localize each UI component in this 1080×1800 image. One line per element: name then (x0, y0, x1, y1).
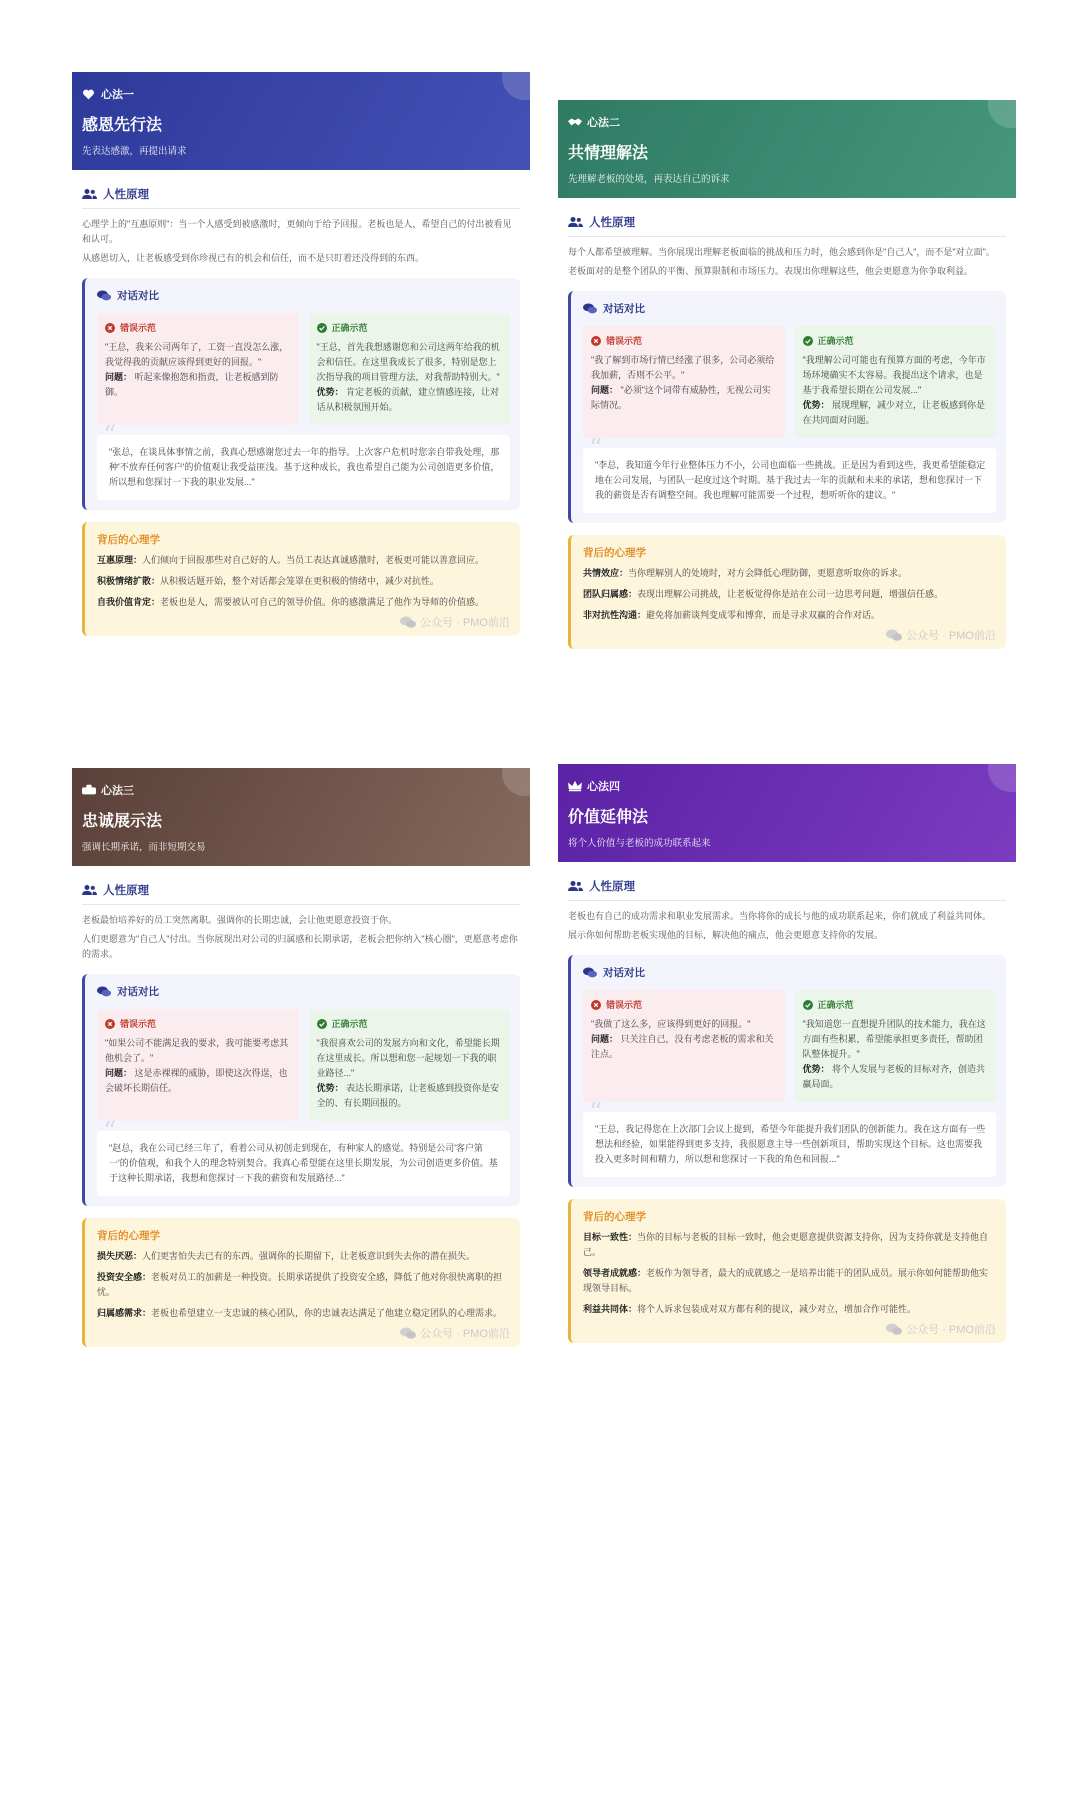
principle-heading: 人性原理 (568, 214, 1006, 237)
wechat-icon (886, 1323, 902, 1335)
psychology-box (568, 1199, 1006, 1343)
example-quote: “ "张总，在谈具体事情之前，我真心想感谢您过去一年的指导。上次客户危机时您亲自带我处理，那种'不放弃任何客户'的价值观让我受益匪浅。基于这种成长，我也希望自己能为公司创造更多价值，所以想和您探讨一下我的职业发展..." (97, 435, 510, 500)
dialog-heading: 对话对比 (97, 288, 510, 303)
card-title: 感恩先行法 (82, 117, 163, 134)
psychology-item: 团队归属感：表现出理解公司挑战，让老板觉得你是站在公司一边思考问题，增强信任感。 (583, 589, 944, 599)
chat-icon (97, 986, 111, 997)
card-title: 共情理解法 (568, 145, 649, 162)
principle-heading: 人性原理 (82, 882, 520, 905)
principle-text: 每个人都希望被理解。当你展现出理解老板面临的挑战和压力时，他会感到你是"自己人"，而不是"对立面"。 (568, 247, 995, 257)
psychology-item: 积极情绪扩散：从积极话题开始，整个对话都会笼罩在更积极的情绪中，减少对抗性。 (97, 576, 440, 586)
psychology-item: 互惠原理：人们倾向于回报那些对自己好的人。当员工表达真诚感激时，老板更可能以善意回应。 (97, 555, 485, 565)
example-quote: “ "李总，我知道今年行业整体压力不小，公司也面临一些挑战。正是因为看到这些，我更希望能稳定地在公司发展，与团队一起度过这个时期。基于我过去一年的贡献和未来的承诺，想和您探讨一下我的薪资是否有调整空间。我也理解可能需要一个过程，想听听你的建议。" (583, 448, 996, 513)
card-subtitle: 先理解老板的处境，再表达自己的诉求 (568, 174, 730, 185)
psychology-item: 自我价值肯定：老板也是人，需要被认可自己的领导价值。你的感激满足了他作为导师的价值感。 (97, 597, 485, 607)
method-card-2 (558, 100, 1016, 649)
psychology-item: 归属感需求：老板也希望建立一支忠诚的核心团队，你的忠诚表达满足了他建立稳定团队的心理需求。 (97, 1308, 503, 1318)
bad-example: 错误示范 "如果公司不能满足我的要求，我可能要考虑其他机会了。" 问题： 这是赤裸裸的威胁，即使这次得逞，也会破坏长期信任。 (97, 1009, 299, 1121)
dialog-heading: 对话对比 (583, 965, 996, 980)
card-tag (568, 114, 1006, 130)
psychology-heading: 背后的心理学 (583, 547, 646, 559)
psychology-item: 利益共同体：将个人诉求包装成对双方都有利的提议，减少对立，增加合作可能性。 (583, 1304, 917, 1314)
principle-text: 心理学上的"互惠原则"：当一个人感受到被感激时，更倾向于给予回报。老板也是人，希望自己的付出被看见和认可。 (82, 219, 512, 244)
principle-heading: 人性原理 (568, 878, 1006, 901)
watermark: 公众号 · PMO前沿 (886, 627, 996, 643)
card-tag (82, 86, 520, 102)
chat-icon (97, 290, 111, 301)
bad-example: 错误示范 "我了解到市场行情已经涨了很多，公司必须给我加薪，否则不公平。" 问题： "必须"这个词带有威胁性，无视公司实际情况。 (583, 326, 785, 438)
users-icon (568, 880, 583, 892)
psychology-heading: 背后的心理学 (583, 1211, 646, 1223)
good-example: 正确示范 "我理解公司可能也有预算方面的考虑，今年市场环境确实不太容易。我提出这个请求，也是基于我希望长期在公司发展..." 优势： 展现理解，减少对立，让老板感到你是在共同面对问题。 (795, 326, 997, 438)
psychology-item: 损失厌恶：人们更害怕失去已有的东西。强调你的长期留下，让老板意识到失去你的潜在损失。 (97, 1251, 476, 1261)
good-example-text: "我理解公司可能也有预算方面的考虑，今年市场环境确实不太容易。我提出这个请求，也是基于我希望长期在公司发展..." 优势： 展现理解，减少对立，让老板感到你是在共同面对问题。 (802, 355, 986, 425)
bad-example-text: "王总，我来公司两年了，工资一直没怎么涨，我觉得我的贡献应该得到更好的回报。" 问题： 听起来像抱怨和指责，让老板感到防御。 (105, 342, 289, 397)
check-circle-icon (803, 1000, 813, 1010)
dialog-heading: 对话对比 (97, 984, 510, 999)
card-header (72, 72, 530, 170)
card-tag-label: 心法一 (101, 89, 134, 101)
card-title: 价值延伸法 (568, 809, 649, 826)
bad-example: 错误示范 "我做了这么多，应该得到更好的回报。" 问题： 只关注自己，没有考虑老板的需求和关注点。 (583, 990, 785, 1102)
wechat-icon (400, 1327, 416, 1339)
watermark: 公众号 · PMO前沿 (886, 1321, 996, 1337)
principle-section (558, 198, 1016, 279)
x-circle-icon (591, 336, 601, 346)
method-card-3 (72, 768, 530, 1347)
psychology-heading: 背后的心理学 (97, 1230, 160, 1242)
psychology-box (82, 522, 520, 636)
card-header (72, 768, 530, 866)
x-circle-icon (105, 1019, 115, 1029)
psychology-box (82, 1218, 520, 1347)
card-tag-label: 心法二 (587, 117, 620, 129)
principle-section (72, 866, 530, 962)
x-circle-icon (105, 323, 115, 333)
psychology-item: 共情效应：当你理解别人的处境时，对方会降低心理防御，更愿意听取你的诉求。 (583, 568, 908, 578)
method-card-1 (72, 72, 530, 636)
good-example: 正确示范 "王总，首先我想感谢您和公司这两年给我的机会和信任。在这里我成长了很多，特别是您上次指导我的项目管理方法，对我帮助特别大。" 优势： 肯定老板的贡献，建立情感连接，让对话从积极氛围开始。 (309, 313, 511, 425)
handshake-icon (568, 116, 581, 129)
dialog-compare-box (82, 278, 520, 510)
bad-example-text: "我了解到市场行情已经涨了很多，公司必须给我加薪，否则不公平。" 问题： "必须"这个词带有威胁性，无视公司实际情况。 (591, 355, 775, 410)
watermark: 公众号 · PMO前沿 (400, 1325, 510, 1341)
card-subtitle: 强调长期承诺，而非短期交易 (82, 842, 206, 853)
bad-example-text: "我做了这么多，应该得到更好的回报。" 问题： 只关注自己，没有考虑老板的需求和关注点。 (591, 1019, 774, 1059)
dialog-compare-box (568, 955, 1006, 1187)
principle-text: 老板面对的是整个团队的平衡、预算限制和市场压力。表现出你理解这些，他会更愿意为你争取利益。 (568, 266, 974, 276)
psychology-item: 投资安全感：老板对员工的加薪是一种投资。长期承诺提供了投资安全感，降低了他对你很快离职的担忧。 (97, 1272, 503, 1297)
card-header (558, 100, 1016, 198)
bad-example: 错误示范 "王总，我来公司两年了，工资一直没怎么涨，我觉得我的贡献应该得到更好的回报。" 问题： 听起来像抱怨和指责，让老板感到防御。 (97, 313, 299, 425)
good-example-text: "我很喜欢公司的发展方向和文化，希望能长期在这里成长。所以想和您一起规划一下我的职业路径..." 优势： 表达长期承诺，让老板感到投资你是安全的、有长期回报的。 (316, 1038, 500, 1108)
good-example-text: "王总，首先我想感谢您和公司这两年给我的机会和信任。在这里我成长了很多，特别是您上次指导我的项目管理方法，对我帮助特别大。" 优势： 肯定老板的贡献，建立情感连接，让对话从积极氛围开始。 (316, 342, 500, 412)
card-header (558, 764, 1016, 862)
good-example: 正确示范 "我很喜欢公司的发展方向和文化，希望能长期在这里成长。所以想和您一起规划一下我的职业路径..." 优势： 表达长期承诺，让老板感到投资你是安全的、有长期回报的。 (309, 1009, 511, 1121)
x-circle-icon (591, 1000, 601, 1010)
principle-text: 老板最怕培养好的员工突然离职。强调你的长期忠诚，会让他更愿意投资于你。 (82, 915, 398, 925)
heart-icon (82, 88, 95, 101)
principle-heading: 人性原理 (82, 186, 520, 209)
card-tag (82, 782, 520, 798)
users-icon (82, 884, 97, 896)
good-example: 正确示范 "我知道您一直想提升团队的技术能力，我在这方面有些积累，希望能承担更多责任，帮助团队整体提升。" 优势： 将个人发展与老板的目标对齐，创造共赢局面。 (795, 990, 997, 1102)
card-subtitle: 先表达感激，再提出请求 (82, 146, 187, 157)
dialog-heading: 对话对比 (583, 301, 996, 316)
watermark: 公众号 · PMO前沿 (400, 614, 510, 630)
card-subtitle: 将个人价值与老板的成功联系起来 (568, 838, 711, 849)
psychology-box (568, 535, 1006, 649)
card-tag-label: 心法四 (587, 781, 620, 793)
dialog-compare-box (568, 291, 1006, 523)
example-quote: “ "王总，我记得您在上次部门会议上提到，希望今年能提升我们团队的创新能力。我在这方面有一些想法和经验，如果能得到更多支持，我很愿意主导一些创新项目，帮助实现这个目标。这也需要我投入更多时间和精力，所以想和您探讨一下我的角色和回报..." (583, 1112, 996, 1177)
wechat-icon (886, 629, 902, 641)
principle-text: 人们更愿意为"自己人"付出。当你展现出对公司的归属感和长期承诺，老板会把你纳入"核心圈"，更愿意考虑你的需求。 (82, 934, 518, 959)
principle-text: 老板也有自己的成功需求和职业发展需求。当你将你的成长与他的成功联系起来，你们就成了利益共同体。 (568, 911, 992, 921)
principle-section (72, 170, 530, 266)
wechat-icon (400, 616, 416, 628)
principle-text: 从感恩切入，让老板感受到你珍视已有的机会和信任，而不是只盯着还没得到的东西。 (82, 253, 425, 263)
principle-text: 展示你如何帮助老板实现他的目标，解决他的痛点，他会更愿意支持你的发展。 (568, 930, 884, 940)
bad-example-text: "如果公司不能满足我的要求，我可能要考虑其他机会了。" 问题： 这是赤裸裸的威胁，即使这次得逞，也会破坏长期信任。 (105, 1038, 289, 1093)
principle-section (558, 862, 1016, 943)
dialog-compare-box (82, 974, 520, 1206)
good-example-text: "我知道您一直想提升团队的技术能力，我在这方面有些积累，希望能承担更多责任，帮助团队整体提升。" 优势： 将个人发展与老板的目标对齐，创造共赢局面。 (802, 1019, 986, 1089)
users-icon (82, 188, 97, 200)
check-circle-icon (803, 336, 813, 346)
check-circle-icon (317, 323, 327, 333)
psychology-item: 领导者成就感：老板作为领导者，最大的成就感之一是培养出能干的团队成员。展示你如何能帮助他实现领导目标。 (583, 1268, 989, 1293)
psychology-item: 目标一致性：当你的目标与老板的目标一致时，他会更愿意提供资源支持你，因为支持你就是支持他自己。 (583, 1232, 989, 1257)
example-quote: “ "赵总，我在公司已经三年了，看着公司从初创走到现在，有种家人的感觉。特别是公司'客户第一'的价值观，和我个人的理念特别契合。我真心希望能在这里长期发展，为公司创造更多价值。基于这种长期承诺，我想和您探讨一下我的薪资和发展路径..." (97, 1131, 510, 1196)
psychology-item: 非对抗性沟通：避免将加薪谈判变成零和博弈，而是寻求双赢的合作对话。 (583, 610, 881, 620)
users-icon (568, 216, 583, 228)
card-tag-label: 心法三 (101, 785, 134, 797)
card-title: 忠诚展示法 (82, 813, 163, 830)
chat-icon (583, 967, 597, 978)
chat-icon (583, 303, 597, 314)
psychology-heading: 背后的心理学 (97, 534, 160, 546)
method-card-4 (558, 764, 1016, 1343)
card-tag (568, 778, 1006, 794)
loyalty-icon (82, 784, 95, 797)
check-circle-icon (317, 1019, 327, 1029)
crown-icon (568, 780, 581, 793)
